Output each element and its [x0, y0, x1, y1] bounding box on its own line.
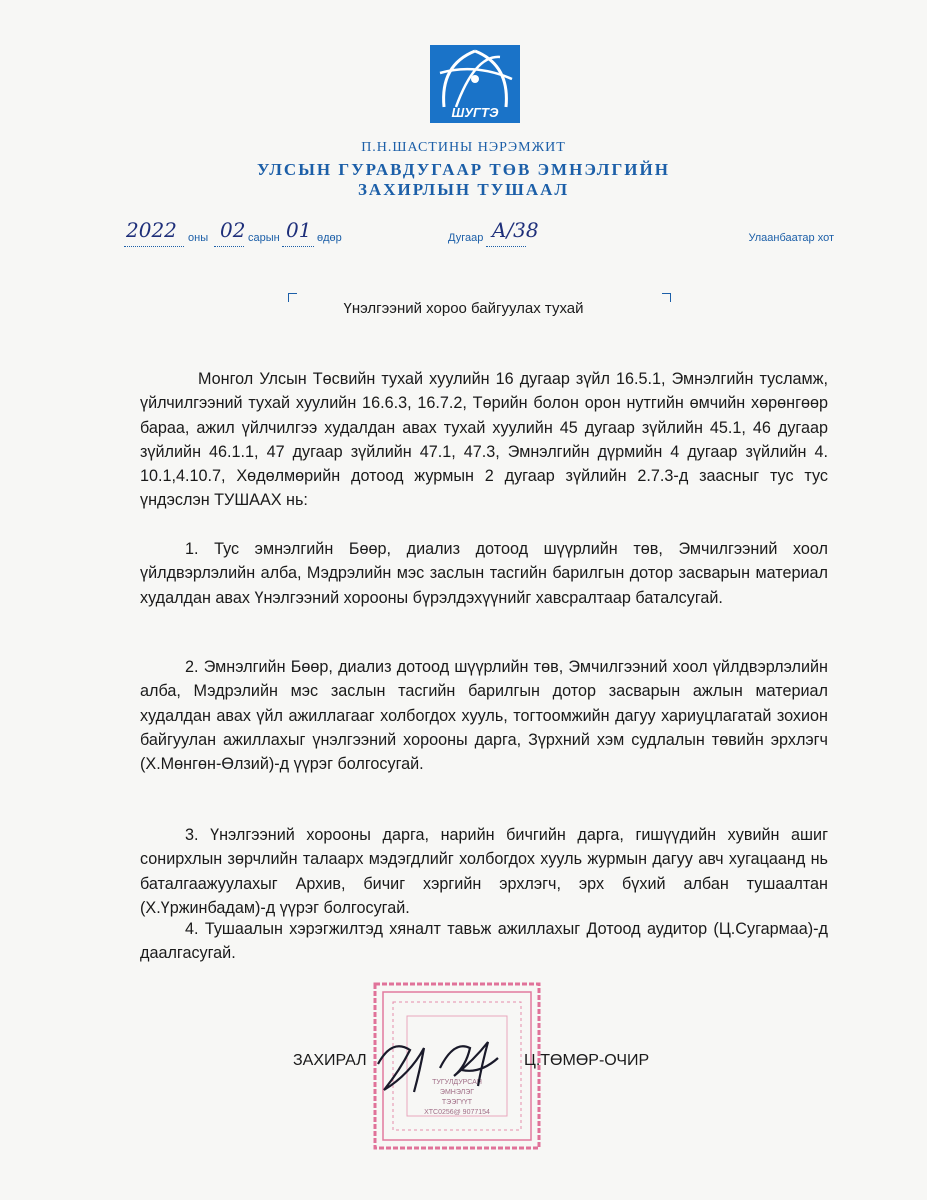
order-item-4: 4. Тушаалын хэрэгжилтэд хяналт тавьж ажиллахыг Дотоод аудитор (Ц.Сугармаа)-д даалгасугай. — [140, 920, 828, 963]
director-name: Ц.ТӨМӨР-ОЧИР — [524, 1052, 650, 1069]
date-year-label: оны — [188, 232, 209, 244]
date-month-label: сарын — [248, 232, 280, 244]
stamp-line-2: ЭМНЭЛЭГ — [439, 1089, 475, 1096]
date-line — [124, 218, 834, 252]
order-number: A/38 — [492, 218, 539, 242]
order-item-3: 3. Үнэлгээний хорооны дарга, нарийн бичгийн дарга, гишүүдийн хувийн ашиг сонирхлын зөрчлийн талаарх мэдэгдлийг холбогдох хууль журмын дагуу авч хугацаанд нь баталгаажуулахыг Архив, бичиг хэргийн эрхлэгч, эрх бүхий албан тушаалтан (Х.Үржинбадам)-д үүрэг болгосугай. — [140, 826, 828, 917]
date-month: 02 — [220, 218, 246, 242]
order-item-1: 1. Тус эмнэлгийн Бөөр, диализ дотоод шүүрлийн төв, Эмчилгээний хоол үйлдвэрлэлийн алба, Мэдрэлийн мэс заслын тасгийн барилгын дотор засварын материал худалдан авах Үнэлгээний хорооны бүрэлдэхүүнийг хавсралтаар баталсугай. — [140, 540, 828, 607]
order-number-label: Дугаар — [448, 232, 484, 244]
date-year: 2022 — [126, 218, 177, 242]
stamp-line-4: ХТС0256@ 9077154 — [424, 1109, 490, 1116]
header-line-1: П.Н.ШАСТИНЫ НЭРЭМЖИТ — [361, 140, 566, 155]
preamble-paragraph: Монгол Улсын Төсвийн тухай хуулийн 16 дугаар зүйл 16.5.1, Эмнэлгийн тусламж, үйлчилгээний тухай хуулийн 16.6.3, 16.7.2, Төрийн болон орон нутгийн өмчийн хөрөнгөөр бараа, ажил үйлчилгээ худалдан авах тухай хуулийн 45 дугаар зүйлийн 45.1, 46 дугаар зүйлийн 46.1.1, 47 дугаар зүйлийн 47.1, 47.3, Эмнэлгийн дүрмийн 4 дугаар зүйлийн 4. 10.1,4.10.7, Хөдөлмөрийн дотоод журмын 2 дугаар зүйлийн 2.7.3-д заасныг тус тус үндэслэн ТУШААХ нь: — [140, 370, 828, 510]
handwritten-signature — [370, 1030, 510, 1100]
director-title: ЗАХИРАЛ — [293, 1052, 367, 1069]
date-day-label: өдөр — [317, 232, 342, 244]
header-line-2: УЛСЫН ГУРАВДУГААР ТӨВ ЭМНЭЛГИЙН — [257, 160, 670, 179]
date-day: 01 — [286, 218, 312, 242]
header-line-3: ЗАХИРЛЫН ТУШААЛ — [357, 180, 570, 199]
stamp-line-1: ТУГУЛДУРСАН — [432, 1079, 482, 1086]
city-label: Улаанбаатар хот — [748, 232, 834, 244]
hospital-logo — [430, 45, 520, 123]
logo-text: ШУГТЭ — [451, 105, 499, 120]
stamp-line-3: ТЭЭГҮҮТ — [441, 1099, 473, 1106]
order-subject: Үнэлгээний хороо байгуулах тухай — [343, 300, 584, 317]
order-item-2: 2. Эмнэлгийн Бөөр, диализ дотоод шүүрлийн төв, Эмчилгээний хоол үйлдвэрлэлийн алба, Мэдрэлийн мэс заслын тасгийн барилгын дотор засварын ажлын материал худалдан авах үйл ажиллагааг холбогдох хууль, тогтоомжийн дагуу хариуцлагатай зохион байгуулан ажиллахыг үнэлгээний хорооны дарга, Зүрхний хэм судлалын төвийн эрхлэгч (Х.Мөнгөн-Өлзий)-д үүрэг болгосугай. — [140, 658, 828, 774]
